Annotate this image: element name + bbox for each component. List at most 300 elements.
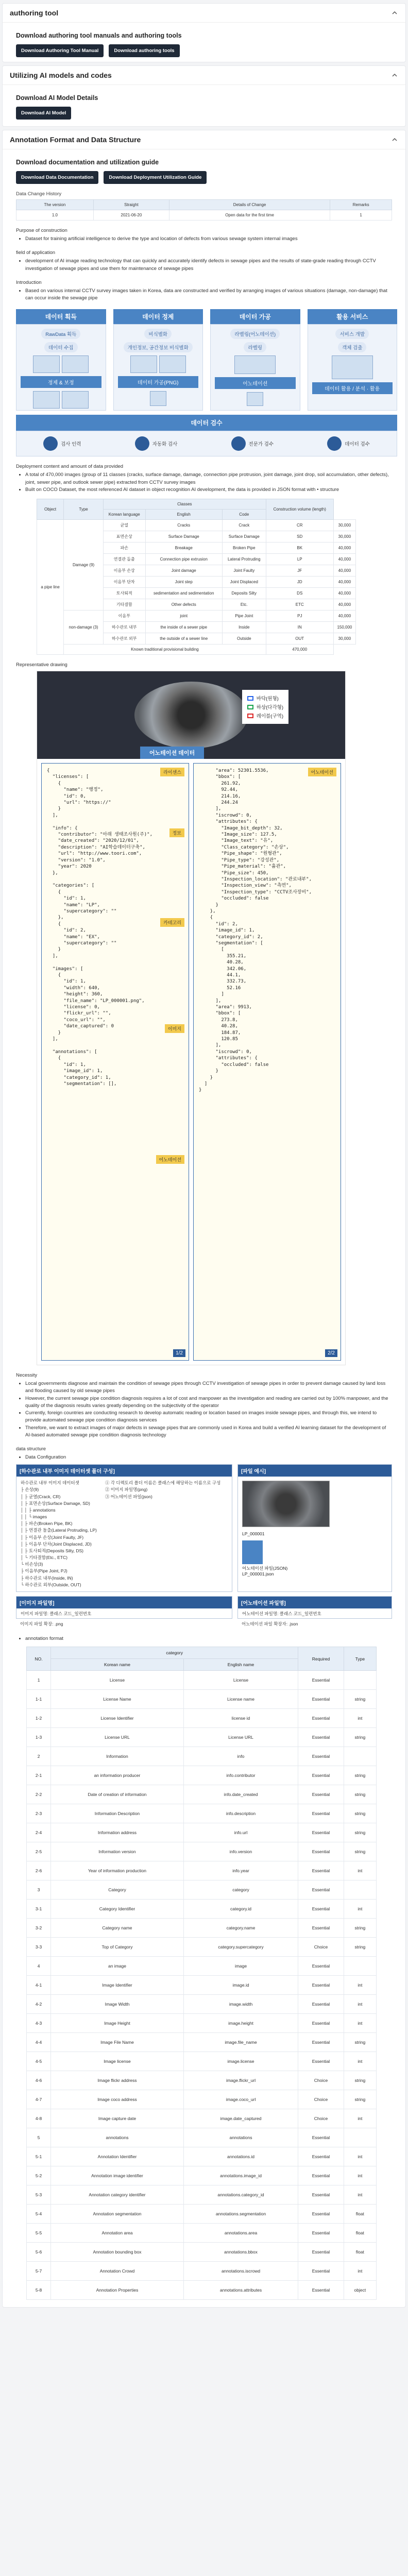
table-row (27, 1671, 377, 1690)
table-cell: 하수관로 외부 (103, 633, 145, 645)
table-cell: Essential (298, 2243, 344, 2262)
table-cell: Image capture date (51, 2109, 184, 2128)
example-image (242, 1481, 330, 1527)
table-cell: Essential (298, 1728, 344, 1747)
annotation-section-header[interactable] (3, 130, 405, 149)
image-thumb-icon (62, 355, 89, 373)
image-naming-panel (16, 1596, 232, 1619)
code-tag: 카테고리 (160, 918, 184, 927)
table-cell: image.id (183, 1976, 298, 1995)
verify-item: 전문가 검수 (248, 442, 274, 448)
table-cell: 5-1 (27, 2147, 51, 2166)
table-row (27, 2147, 377, 2166)
table-cell: Essential (298, 1671, 344, 1690)
table-cell: Category Identifier (51, 1900, 184, 1919)
table-cell: float (344, 2224, 376, 2243)
banner-title: 어노테이션 데이터 (140, 747, 204, 759)
table-cell: string (344, 2071, 376, 2090)
tree-item[interactable]: │ │ ├ annotations (21, 1507, 56, 1513)
table-cell: info.contributor (183, 1766, 298, 1785)
table-cell: Lateral Protruding (222, 554, 266, 565)
table-cell: License Name (51, 1690, 184, 1709)
tree-item[interactable]: └ 하수관로 외부(Outside, OUT) (21, 1582, 81, 1587)
legend-swatch (247, 696, 253, 701)
table-row (27, 2262, 377, 2281)
expert-icon (231, 436, 246, 451)
diagram-head: 활용 서비스 (308, 309, 398, 324)
table-cell: an information producer (51, 1766, 184, 1785)
table-cell: CR (266, 520, 333, 531)
table-cell: Essential (298, 2166, 344, 2185)
deployment-text: • A total of 470,000 images (group of 11 classes (cracks, surface damage, damage, connection pipe protrusion, joint damage, joint drop, soil accumulation, other defects), joint, sewer pipe, and outlook sewer pipe) extracted from CCTV survey images (25, 471, 392, 486)
table-cell: Date of creation of information (51, 1785, 184, 1804)
table-cell: Essential (298, 2205, 344, 2224)
table-cell: Essential (298, 2128, 344, 2147)
table-cell: 하수관로 내부 (103, 622, 145, 633)
table-cell: Pipe Joint (222, 611, 266, 622)
table-cell: 2-3 (27, 1804, 51, 1823)
table-cell: string (344, 1785, 376, 1804)
table-cell: image.flickr_url (183, 2071, 298, 2090)
table-cell: info (183, 1747, 298, 1766)
diagram-column (113, 309, 203, 411)
table-cell: annotations.bbox (183, 2243, 298, 2262)
field-text: • development of AI image reading technology that can quickly and accurately identify defects in sewage pipes and the results of state-grade reading through CCTV investigation of sewage pipes and use them for maintenance of sewage pipes (25, 258, 392, 273)
table-row (27, 2033, 377, 2052)
table-cell: float (344, 2243, 376, 2262)
table-cell: 2-5 (27, 1842, 51, 1861)
tree-note: ② 이미지 파일명(png) (105, 1487, 148, 1493)
table-row (27, 1976, 377, 1995)
tree-item[interactable]: 하수관로 내부 이미지 데이터셋 (21, 1480, 79, 1486)
table-row (27, 1957, 377, 1976)
table-row (27, 1747, 377, 1766)
legend-swatch (247, 714, 253, 718)
table-cell: category.id (183, 1900, 298, 1919)
table-cell: 5-7 (27, 2262, 51, 2281)
table-cell: Choice (298, 2071, 344, 2090)
table-cell: string (344, 1938, 376, 1957)
json-file-icon (242, 1540, 263, 1564)
table-cell: annotations.image_id (183, 2166, 298, 2185)
table-cell: Annotation image identifier (51, 2166, 184, 2185)
table-cell: JF (266, 565, 333, 577)
table-cell: 5-4 (27, 2205, 51, 2224)
panel-title: [파일 예시] (238, 1465, 392, 1477)
table-cell: annotations.id (183, 2147, 298, 2166)
table-cell (344, 2128, 376, 2147)
diagram-tag: 서비스 개발 (335, 329, 369, 339)
person-icon (43, 436, 58, 451)
table-cell: Cracks (145, 520, 222, 531)
table-cell: 2-4 (27, 1823, 51, 1842)
table-cell: Essential (298, 2262, 344, 2281)
table-cell: Annotation Properties (51, 2281, 184, 2300)
table-cell: Open data for the first time (169, 210, 330, 221)
diagram-label: 데이터 활용 / 분석 · 활용 (312, 382, 393, 394)
image-thumb-icon (62, 391, 89, 409)
table-row (27, 1919, 377, 1938)
table-cell: 이음부 (103, 611, 145, 622)
page-number: 1/2 (173, 1349, 185, 1357)
section-heading: Download AI Model Details (16, 94, 98, 101)
table-cell: 3-2 (27, 1919, 51, 1938)
table-cell: int (344, 2185, 376, 2205)
table-row (27, 2224, 377, 2243)
table-cell: 표면손상 (103, 531, 145, 543)
table-row (27, 1900, 377, 1919)
json-code: "area": 52301.5536, "bbox": [ 261.92, 92.44, 214.16, 244.24 ], "iscrowd": 0, "attributes": { "Image_bit_depth": 32, "Image_size": 127.5, "Image_text": "유", "Class_category": "손상", "Pipe_shape": "원형관", "Pipe_type": "강성관", "Pipe_material": "흄관", "Pipe_size": 450, "Inspection_location": "관로내부", "Inspection_view": "측면", "Inspection_type": "CCTV조사장비", "occluded": false } }, { "id": 2, "image_id": 1, "category_id": 2, "segmentation": [ [ 355.21, 40.28, 342.06, 44.1, 332.73, 52.16 ] ], "area": 9913, "bbox": [ 273.8, 40.28, 184.87, 120.85 ], "iscrowd": 0, "attributes": { "occluded": false } } ] } (199, 768, 312, 1093)
download-guide-button[interactable]: Download Deployment Utilization Guide (104, 171, 207, 184)
table-header: Code (222, 510, 266, 520)
png-file-icon (150, 391, 166, 406)
table-cell: Image flickr address (51, 2071, 184, 2090)
json-panel-right (193, 763, 341, 1361)
table-row (27, 2052, 377, 2071)
pipe-image-icon (234, 355, 276, 374)
table-cell: Annotation category identifier (51, 2185, 184, 2205)
table-cell: 4-5 (27, 2052, 51, 2071)
table-cell: Essential (298, 1957, 344, 1976)
necessity-text: • Currently, foreign countries are conducting research to develop automatic reading or location based on images inside sewage pipes, and through this, we intend to provide automated sewage pipe condition diagnosis services (25, 1410, 392, 1425)
table-cell (344, 1957, 376, 1976)
image-thumb-icon (130, 355, 157, 373)
diagram-head: 데이터 획득 (16, 309, 106, 324)
table-cell: int (344, 2147, 376, 2166)
tree-item[interactable]: │ ├ 표면손상(Surface Damage, SD) (21, 1500, 90, 1506)
tree-item[interactable]: ├ 이음부(Pipe Joint, PJ) (21, 1568, 67, 1574)
table-header: Classes (103, 499, 266, 510)
table-cell: annotations.segmentation (183, 2205, 298, 2224)
table-cell: int (344, 2166, 376, 2185)
table-row (27, 2281, 377, 2300)
table-cell: 4-6 (27, 2071, 51, 2090)
table-cell: Essential (298, 1880, 344, 1900)
table-header: Type (64, 499, 104, 520)
panel-title: [하수관로 내부 이미지 데이터셋 폴더 구성] (16, 1465, 232, 1477)
table-cell: image.coco_url (183, 2090, 298, 2109)
table-cell: string (344, 1823, 376, 1842)
table-cell: Information Description (51, 1804, 184, 1823)
diagram-column (308, 309, 398, 411)
table-cell: Breakage (145, 543, 222, 554)
annotation-section (2, 130, 406, 2308)
table-row (27, 2128, 377, 2147)
file-example-panel (237, 1464, 392, 1592)
json-desc: 어노테이션 파일(JSON) (242, 1566, 288, 1571)
legend-label: 레이블(구역) (256, 714, 283, 719)
table-row (27, 1938, 377, 1957)
ai-section-header[interactable] (3, 66, 405, 85)
table-row (27, 2109, 377, 2128)
verify-title: 데이터 검수 (16, 415, 397, 431)
table-cell: 5 (27, 2128, 51, 2147)
table-cell: int (344, 2052, 376, 2071)
download-manual-button[interactable]: Download Authoring Tool Manual (16, 44, 104, 57)
code-tag: 라이센스 (160, 768, 184, 776)
table-cell: int (344, 1976, 376, 1995)
table-header: Construction volume (length) (266, 499, 333, 520)
table-cell (344, 1747, 376, 1766)
table-cell: the outside of a sewer line (145, 633, 222, 645)
table-cell (344, 1880, 376, 1900)
table-cell: 1-2 (27, 1709, 51, 1728)
table-cell: an image (51, 1957, 184, 1976)
legend-swatch (247, 705, 253, 709)
table-cell: 연결관 돌출 (103, 554, 145, 565)
legend-label: 하상(다각형) (256, 705, 283, 710)
table-cell: license id (183, 1709, 298, 1728)
purpose-title: Purpose of construction (16, 228, 67, 233)
table-cell: int (344, 2262, 376, 2281)
table-row (27, 2014, 377, 2033)
intro-title: Introduction (16, 279, 42, 285)
table-cell: 2021-06-20 (93, 210, 169, 221)
table-cell: 5-2 (27, 2166, 51, 2185)
table-cell: image.file_name (183, 2033, 298, 2052)
table-cell: 기타결함 (103, 599, 145, 611)
table-cell: SD (266, 531, 333, 543)
table-header: English (145, 510, 222, 520)
table-cell: Surface Damage (145, 531, 222, 543)
check-icon (327, 436, 342, 451)
table-cell: License name (183, 1690, 298, 1709)
tree-item[interactable]: └ 비손상(3) (21, 1562, 43, 1567)
download-ai-model-button[interactable]: Download AI Model (16, 107, 71, 120)
table-cell: 토사퇴적 (103, 588, 145, 599)
table-cell: DS (266, 588, 333, 599)
table-cell: Essential (298, 1709, 344, 1728)
table-cell: Essential (298, 1900, 344, 1919)
table-cell: Image File Name (51, 2033, 184, 2052)
tree-item[interactable]: │ │ └ images (21, 1514, 47, 1520)
table-cell: non-damage (3) (64, 611, 104, 645)
table-cell: Surface Damage (222, 531, 266, 543)
table-cell: Essential (298, 1861, 344, 1880)
table-cell: the inside of a sewer pipe (145, 622, 222, 633)
table-row (16, 210, 392, 221)
tree-item[interactable]: ├ 하수관로 내부(Inside, IN) (21, 1575, 73, 1581)
tree-note: ① 각 디렉토리 폴더 이름은 클래스에 해당하는 이름으로 구성 (105, 1480, 221, 1486)
table-header: The version (16, 200, 94, 210)
table-row (27, 2205, 377, 2224)
table-row (27, 1804, 377, 1823)
table-cell: Etc. (222, 599, 266, 611)
table-cell: 40,000 (333, 577, 355, 588)
table-cell: annotations (183, 2128, 298, 2147)
tree-item[interactable]: │ ├ 균열(Crack, CR) (21, 1494, 61, 1499)
image-thumb-icon (33, 391, 60, 409)
table-row (27, 1766, 377, 1785)
table-cell: Inside (222, 622, 266, 633)
chevron-up-icon[interactable] (391, 9, 398, 16)
tree-item[interactable]: │ ├ 이음부 손상(Joint Faulty, JF) (21, 1534, 84, 1540)
table-row (27, 1995, 377, 2014)
table-cell: Essential (298, 2281, 344, 2300)
table-cell (344, 1671, 376, 1690)
diagram-head: 데이터 가공 (210, 309, 300, 324)
table-cell: 2 (27, 1747, 51, 1766)
image-thumb-icon (33, 355, 60, 373)
table-row (27, 2090, 377, 2109)
chevron-up-icon[interactable] (391, 72, 398, 79)
tree-item[interactable]: │ ├ 이음부 단차(Joint Displaced, JD) (21, 1541, 92, 1547)
table-cell: image.date_captured (183, 2109, 298, 2128)
table-cell: 30,000 (333, 633, 355, 645)
json-file-icon (247, 392, 263, 406)
table-row (27, 1861, 377, 1880)
table-cell: License URL (51, 1728, 184, 1747)
table-cell: 40,000 (333, 543, 355, 554)
table-cell: Essential (298, 1976, 344, 1995)
table-cell: Joint Displaced (222, 577, 266, 588)
ai-models-section (2, 65, 406, 127)
section-heading: Download authoring tool manuals and authoring tools (16, 32, 182, 39)
table-cell: Damage (9) (64, 520, 104, 611)
folder-notes (101, 1477, 225, 1591)
code-tag: 어노테이션 (156, 1155, 184, 1164)
table-cell: 40,000 (333, 588, 355, 599)
table-cell: int (344, 1709, 376, 1728)
table-cell: Joint step (145, 577, 222, 588)
table-cell: LP (266, 554, 333, 565)
history-label: Data Change History (16, 191, 62, 197)
table-cell: float (344, 2205, 376, 2224)
table-cell: Year of information production (51, 1861, 184, 1880)
table-row (27, 1728, 377, 1747)
gear-icon (135, 436, 149, 451)
table-cell: Annotation segmentation (51, 2205, 184, 2224)
diagram-tag: RawData 획득 (41, 329, 80, 339)
purpose-text: • Dataset for training artificial intelligence to derive the type and location of defects from various sewage system internal images (25, 235, 392, 243)
table-cell: annotations.category_id (183, 2185, 298, 2205)
table-cell: 1.0 (16, 210, 94, 221)
chevron-up-icon[interactable] (391, 136, 398, 143)
representative-title: Representative drawing (16, 662, 67, 668)
table-cell: 470,000 (266, 645, 333, 655)
deployment-title: Deployment content and amount of data provided (16, 464, 124, 470)
table-cell: 1 (27, 1671, 51, 1690)
table-cell: 5-5 (27, 2224, 51, 2243)
table-cell: string (344, 1804, 376, 1823)
intro-text: • Based on various internal CCTV survey images taken in Korea, data are constructed and verified by arranging images of various situations (damage, non-damage) that can occur inside the sewage pipe (25, 287, 392, 302)
table-cell: info.date_created (183, 1785, 298, 1804)
diagram-column (210, 309, 300, 411)
annotation-naming-panel (237, 1596, 392, 1619)
table-cell: info.url (183, 1823, 298, 1842)
classes-table (37, 499, 356, 655)
verify-item: 데이터 검수 (345, 442, 370, 448)
table-cell: Essential (298, 1785, 344, 1804)
tree-item[interactable]: │ ├ 파손(Broken Pipe, BK) (21, 1521, 73, 1527)
table-cell: Top of Category (51, 1938, 184, 1957)
json-panel-left (41, 763, 189, 1361)
field-title: field of application (16, 250, 56, 256)
table-cell: Annotation Identifier (51, 2147, 184, 2166)
table-cell: annotations.attributes (183, 2281, 298, 2300)
table-cell: 40,000 (333, 565, 355, 577)
table-cell: annotations.area (183, 2224, 298, 2243)
table-cell: Essential (298, 1842, 344, 1861)
table-cell: category.supercategory (183, 1938, 298, 1957)
table-cell: 40,000 (333, 554, 355, 565)
table-cell: 2-6 (27, 1861, 51, 1880)
tree-item[interactable]: │ ├ 토사퇴적(Deposits Silty, DS) (21, 1548, 83, 1553)
authoring-section (2, 3, 406, 62)
download-documentation-button[interactable]: Download Data Documentation (16, 171, 98, 184)
diagram-tag: 개인정보, 공간정보 비식별화 (124, 342, 193, 352)
tree-item[interactable]: │ ├ 연결관 돌출(Lateral Protruding, LP) (21, 1528, 97, 1533)
table-header: Straight (93, 200, 169, 210)
naming-line: 어노테이션 파일 확장자: .json (242, 1621, 298, 1626)
table-cell: License Identifier (51, 1709, 184, 1728)
table-cell: int (344, 2014, 376, 2033)
diagram-column (16, 309, 106, 411)
table-cell: 2-1 (27, 1766, 51, 1785)
table-cell: Information address (51, 1823, 184, 1842)
table-cell: 4-7 (27, 2090, 51, 2109)
table-cell: a pipe line (37, 520, 64, 655)
table-header: Required (298, 1647, 344, 1671)
authoring-section-header[interactable] (3, 4, 405, 23)
diagram-label: 정제 & 보정 (21, 376, 101, 388)
table-cell: Essential (298, 2224, 344, 2243)
representative-drawing (37, 671, 346, 1365)
table-cell: 3-1 (27, 1900, 51, 1919)
table-header: Korean name (51, 1659, 184, 1671)
table-cell: JD (266, 577, 333, 588)
tree-note: ③ 어노테이션 파일(json) (105, 1494, 152, 1499)
table-cell: Essential (298, 1804, 344, 1823)
table-cell: Other defects (145, 599, 222, 611)
table-cell: annotations (51, 2128, 184, 2147)
annotation-format-table (26, 1647, 377, 2300)
table-cell: Choice (298, 2090, 344, 2109)
table-cell: License URL (183, 1728, 298, 1747)
table-cell: 5-3 (27, 2185, 51, 2205)
table-cell: BK (266, 543, 333, 554)
table-cell: string (344, 1690, 376, 1709)
table-cell: IN (266, 622, 333, 633)
download-tools-button[interactable]: Download authoring tools (109, 44, 179, 57)
table-cell: image.width (183, 1995, 298, 2014)
table-header: Details of Change (169, 200, 330, 210)
diagram-label: 어노테이션 (215, 377, 296, 389)
table-cell: int (344, 1861, 376, 1880)
table-cell: Image license (51, 2052, 184, 2071)
table-cell: Essential (298, 1747, 344, 1766)
table-cell: 4 (27, 1957, 51, 1976)
tree-item[interactable]: │ └ 기타결함(Etc., ETC) (21, 1555, 67, 1561)
necessity-text: • However, the current sewage pipe condition diagnosis requires a lot of cost and manpower as the investigation and reading are carried out by 100% manpower, and the quality of the diagnosis results varies greatly depending on the subjectivity of the operator (25, 1395, 392, 1410)
table-cell: 40,000 (333, 611, 355, 622)
table-cell: Image coco address (51, 2090, 184, 2109)
table-cell: category (183, 1880, 298, 1900)
table-header: Object (37, 499, 64, 520)
table-cell: 3-3 (27, 1938, 51, 1957)
table-cell: Connection pipe extrusion (145, 554, 222, 565)
annotation-format-title: • annotation format (25, 1635, 392, 1642)
tree-item[interactable]: ├ 손상(9) (21, 1487, 39, 1493)
table-cell: Category name (51, 1919, 184, 1938)
verify-item: 자동화 검사 (152, 442, 178, 448)
table-row (27, 2071, 377, 2090)
table-cell: 2-2 (27, 1785, 51, 1804)
table-cell: string (344, 1728, 376, 1747)
naming-line: 이미지 파일명: 클래스 코드_일련번호 (21, 1611, 92, 1616)
table-cell: 150,000 (333, 622, 355, 633)
table-cell: Crack (222, 520, 266, 531)
